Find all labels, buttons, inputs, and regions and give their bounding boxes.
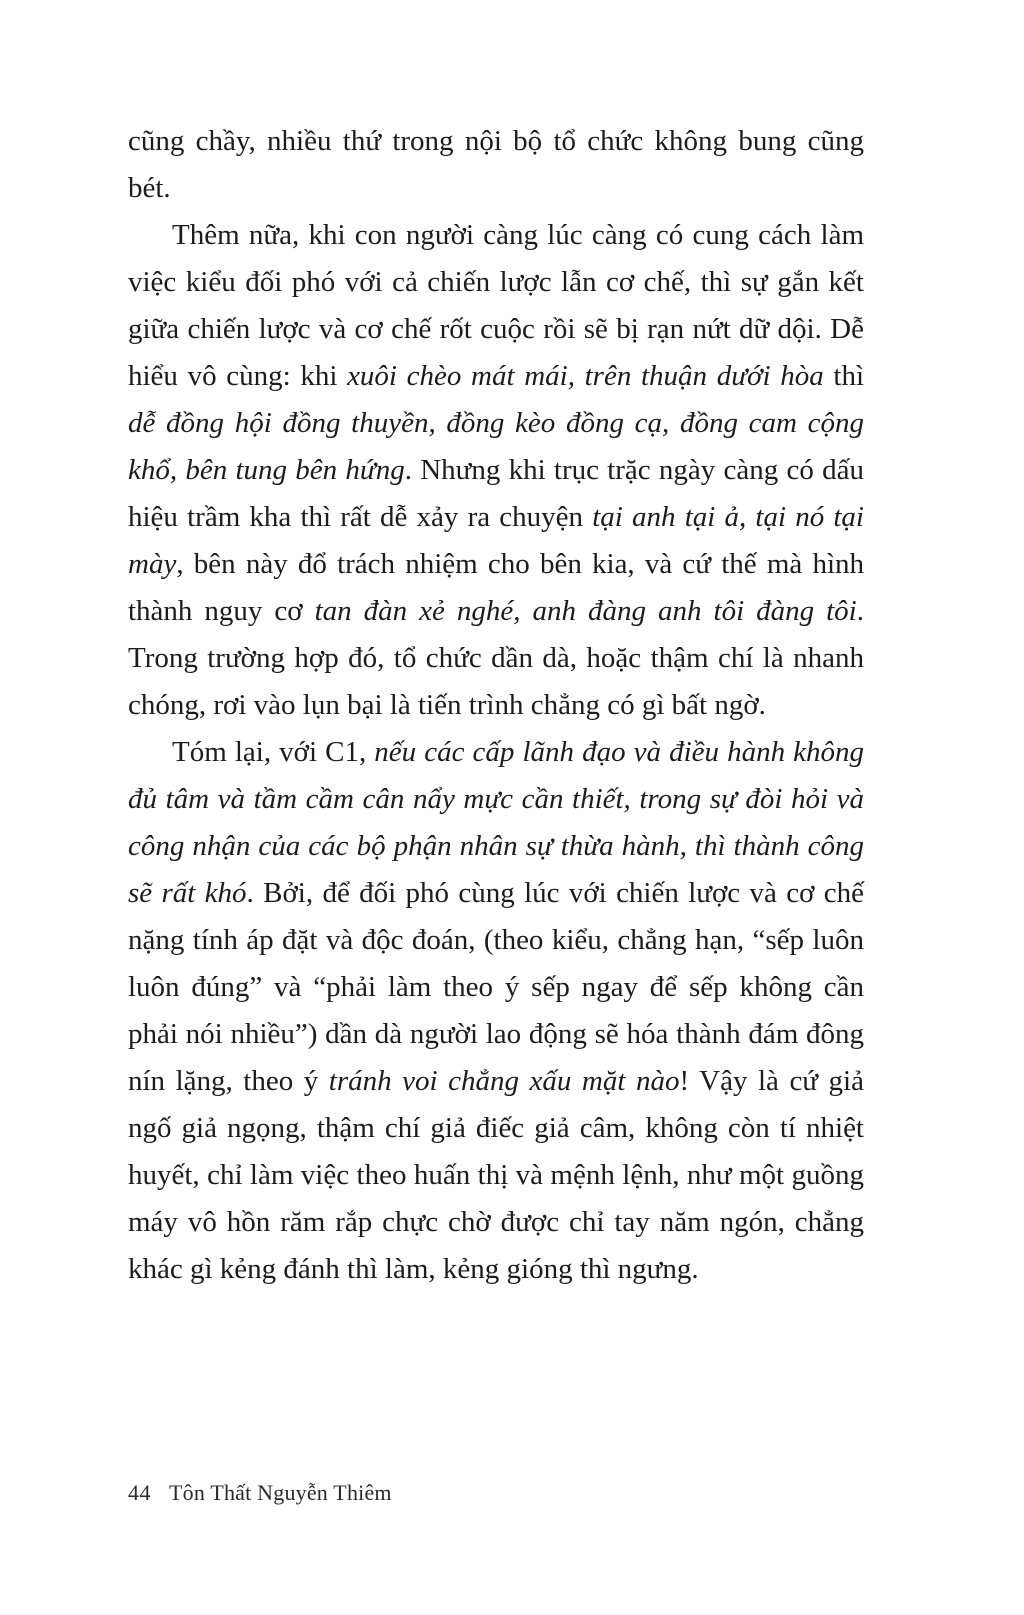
italic-text-segment: tránh voi chẳng xấu mặt nào (328, 1065, 680, 1097)
paragraph (128, 729, 864, 1293)
page-footer (128, 1480, 864, 1506)
text-segment: Tóm lại, với C1, (172, 736, 375, 768)
page-text (128, 118, 864, 1293)
paragraph (128, 212, 864, 729)
italic-text-segment: tại anh tại ả, tại nó tại mày (128, 501, 864, 580)
text-segment: . Nhưng khi trục trặc ngày càng có dấu hiệu trầm kha thì rất dễ xảy ra chuyện (128, 454, 864, 533)
italic-text-segment: dễ đồng hội đồng thuyền, đồng kèo đồng cạ, đồng cam cộng khổ, bên tung bên hứng (128, 407, 864, 486)
italic-text-segment: xuôi chèo mát mái, trên thuận dưới hòa (347, 360, 824, 392)
page-number: 44 (128, 1480, 151, 1505)
italic-text-segment: tan đàn xẻ nghé, anh đàng anh tôi đàng tôi (314, 595, 857, 627)
italic-text-segment: nếu các cấp lãnh đạo và điều hành không đủ tâm và tầm cầm cân nẩy mực cần thiết, trong sự đòi hỏi và công nhận của các bộ phận nhân sự thừa hành, thì thành công sẽ rất khó (128, 736, 865, 909)
author-name: Tôn Thất Nguyễn Thiêm (169, 1480, 392, 1505)
text-segment: Thêm nữa, khi con người càng lúc càng có cung cách làm việc kiểu đối phó với cả chiến lược lẫn cơ chế, thì sự gắn kết giữa chiến lược và cơ chế rốt cuộc rồi sẽ bị rạn nứt dữ dội. Dễ hiểu vô cùng: khi (128, 219, 864, 392)
text-segment: thì (823, 360, 865, 392)
text-segment: , bên này đổ trách nhiệm cho bên kia, và cứ thế mà hình thành nguy cơ (128, 548, 864, 627)
text-segment: ! Vậy là cứ giả ngố giả ngọng, thậm chí giả điếc giả câm, không còn tí nhiệt huyết, chỉ làm việc theo huấn thị và mệnh lệnh, như một guồng máy vô hồn răm rắp chực chờ được chỉ tay năm ngón, chẳng khác gì kẻng đánh thì làm, kẻng gióng thì ngưng. (128, 1065, 864, 1285)
text-segment: cũng chầy, nhiều thứ trong nội bộ tổ chức không bung cũng bét. (128, 125, 864, 204)
text-segment: . Trong trường hợp đó, tổ chức dần dà, hoặc thậm chí là nhanh chóng, rơi vào lụn bại là tiến trình chẳng có gì bất ngờ. (128, 595, 864, 721)
text-segment: . Bởi, để đối phó cùng lúc với chiến lược và cơ chế nặng tính áp đặt và độc đoán, (theo kiểu, chẳng hạn, “sếp luôn luôn đúng” và “phải làm theo ý sếp ngay để sếp không cần phải nói nhiều”) dần dà người lao động sẽ hóa thành đám đông nín lặng, theo ý (128, 877, 864, 1097)
paragraph (128, 118, 864, 212)
